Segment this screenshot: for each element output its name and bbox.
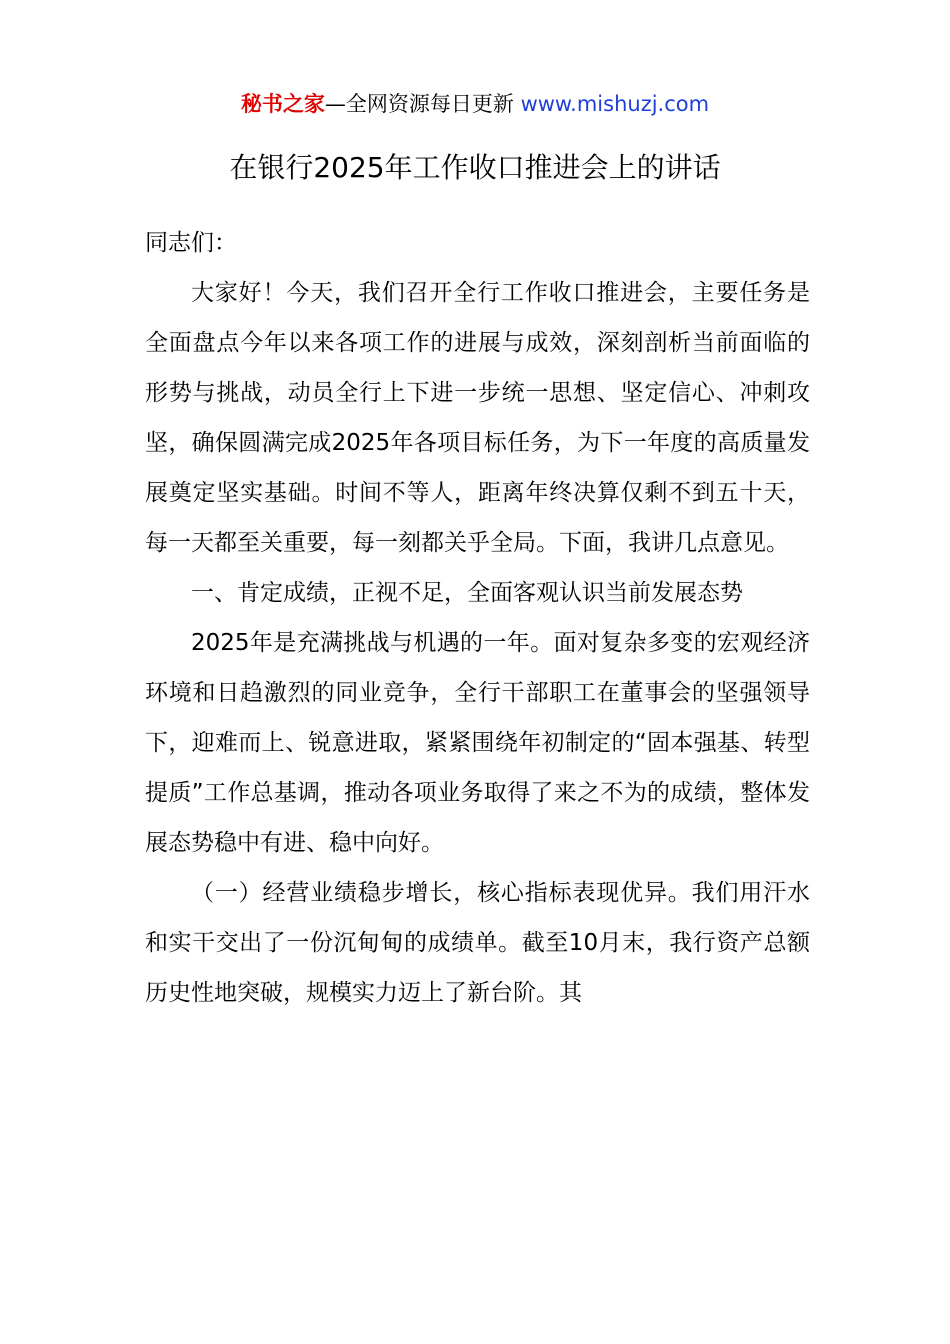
greeting: 同志们： [145,230,237,256]
site-header [0,88,950,120]
paragraph-subsection-1: （一）经营业绩稳步增长，核心指标表现优异。我们用汗水和实干交出了一份沉甸甸的成绩单。截至10月末，我行资产总额历史性地突破，规模实力迈上了新台阶。其 [145,880,810,1006]
site-url-link[interactable]: www.mishuzj.com [520,92,710,116]
site-brand: 秘书之家 [240,92,325,116]
document-body [145,218,810,1018]
site-tagline: —全网资源每日更新 [324,92,521,116]
paragraph-intro: 大家好！今天，我们召开全行工作收口推进会，主要任务是全面盘点今年以来各项工作的进展与成效，深刻剖析当前面临的形势与挑战，动员全行上下进一步统一思想、坚定信心、冲刺攻坚，确保圆满完成2025年各项目标任务，为下一年度的高质量发展奠定坚实基础。时间不等人，距离年终决算仅剩不到五十天，每一天都至关重要，每一刻都关乎全局。下面，我讲几点意见。 [145,280,810,556]
document-title: 在银行2025年工作收口推进会上的讲话 [229,151,721,184]
paragraph-overview: 2025年是充满挑战与机遇的一年。面对复杂多变的宏观经济环境和日趋激烈的同业竞争，全行干部职工在董事会的坚强领导下，迎难而上、锐意进取，紧紧围绕年初制定的“固本强基、转型提质”工作总基调，推动各项业务取得了来之不为的成绩，整体发展态势稳中有进、稳中向好。 [145,630,810,856]
section-heading-1: 一、肯定成绩，正视不足，全面客观认识当前发展态势 [191,580,743,606]
